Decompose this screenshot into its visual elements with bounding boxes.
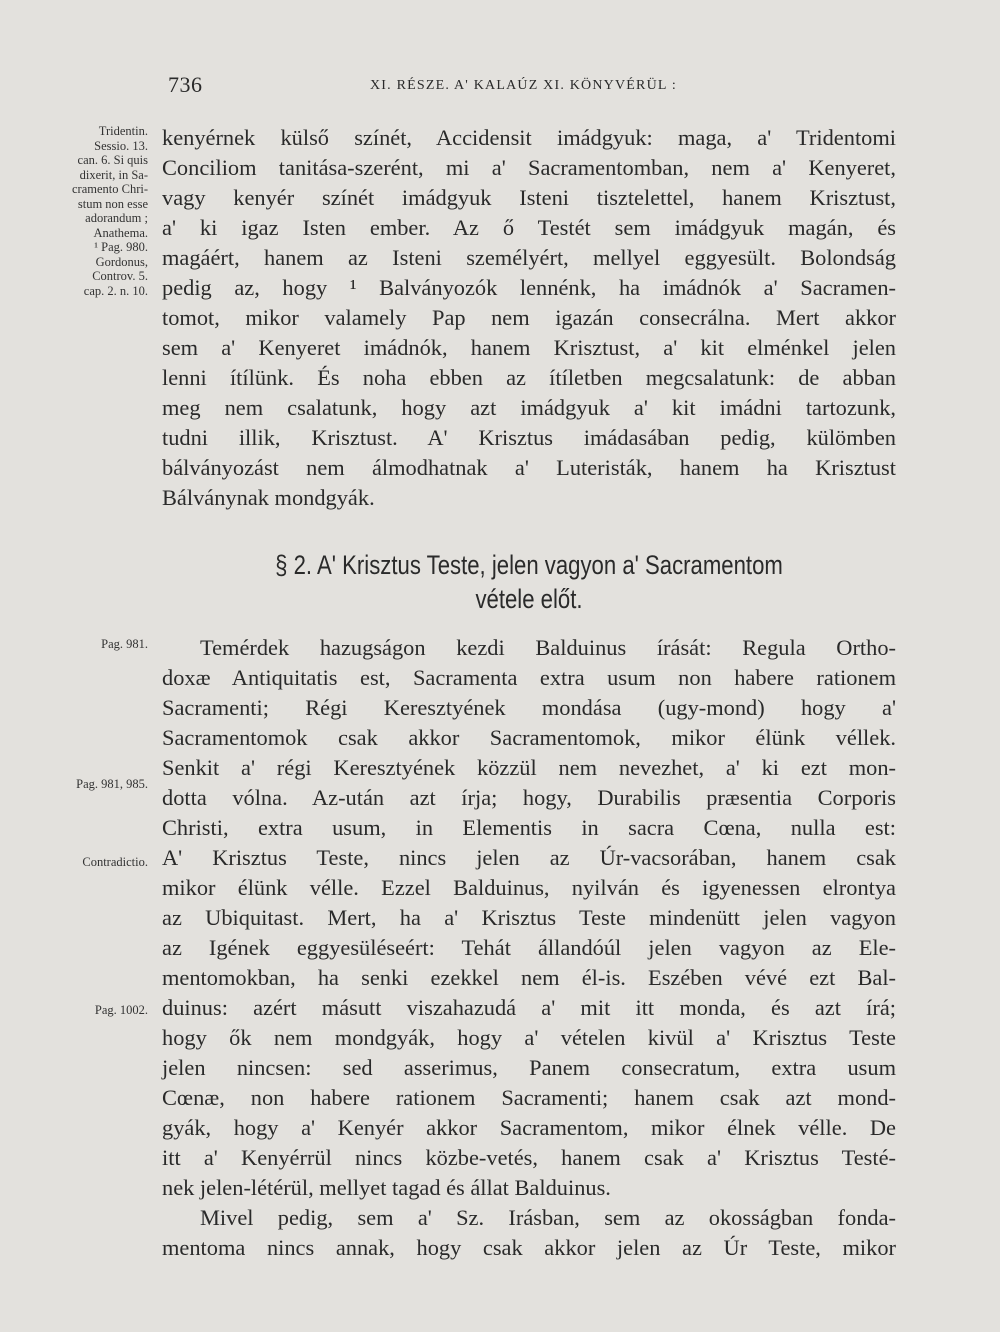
text-line: sem a' Kenyeret imádnók, hanem Krisztust, a' kit elménkel jelen bbox=[162, 335, 896, 360]
text-line: kenyérnek külső színét, Accidensit imádgyuk: maga, a' Tridentomi bbox=[162, 125, 896, 150]
text-line: lenni ítílünk. És noha ebben az ítíletben megcsalatunk: de abban bbox=[162, 365, 896, 390]
text-line: Temérdek hazugságon kezdi Balduinus írását: Regula Ortho- bbox=[200, 635, 896, 660]
text-line: itt a' Kenyérrül nincs közbe-vetés, hanem csak a' Krisztus Testé- bbox=[162, 1145, 896, 1170]
text-line: hogy ők nem mondgyák, hogy a' vételen kivül a' Krisztus Teste bbox=[162, 1025, 896, 1050]
margin-line: Gordonus, bbox=[95, 254, 148, 269]
text-line: tudni illik, Krisztust. A' Krisztus imádasában pedig, külömben bbox=[162, 425, 896, 450]
section-heading-line1: § 2. A' Krisztus Teste, jelen vagyon a' Sacramentom bbox=[275, 550, 783, 580]
margin-line: Tridentin. bbox=[98, 124, 148, 138]
text-line: pedig az, hogy ¹ Balványozók lennénk, ha imádnók a' Sacramen- bbox=[162, 275, 896, 300]
margin-line: Pag. 981. bbox=[101, 637, 148, 651]
margin-note-tridentin bbox=[52, 124, 148, 298]
text-line: mikor élünk vélle. Ezzel Balduinus, nyilván és igyenessen elrontya bbox=[162, 875, 896, 900]
text-line: nek jelen-létérül, mellyet tagad és állat Balduinus. bbox=[162, 1175, 611, 1200]
margin-line: Contradictio. bbox=[82, 855, 148, 869]
margin-line: ¹ Pag. 980. bbox=[94, 240, 148, 254]
text-line: mentoma nincs annak, hogy csak akkor jelen az Úr Teste, mikor bbox=[162, 1235, 896, 1260]
text-line: duinus: azért másutt viszahazudá a' mit itt monda, és azt írá; bbox=[162, 995, 896, 1020]
margin-note-pag-1002 bbox=[52, 1003, 148, 1018]
text-line: dotta vólna. Az-után azt írja; hogy, Durabilis præsentia Corporis bbox=[162, 785, 896, 810]
text-line: a' ki igaz Isten ember. Az ő Testét sem imádgyuk magán, és bbox=[162, 215, 896, 240]
margin-line: adorandum ; bbox=[85, 211, 148, 225]
margin-line: cap. 2. n. 10. bbox=[83, 283, 148, 298]
section-heading bbox=[228, 548, 830, 616]
margin-note-contradictio bbox=[52, 855, 148, 870]
text-line: az Igének eggyesüléseért: Tehát állandóúl jelen vagyon az Ele- bbox=[162, 935, 896, 960]
text-line: vagy kenyér színét imádgyuk Isteni tisztelettel, hanem Krisztust, bbox=[162, 185, 896, 210]
text-line: mentomokban, ha senki ezekkel nem él-is. Eszében vévé ezt Bal- bbox=[162, 965, 896, 990]
text-line: doxæ Antiquitatis est, Sacramenta extra usum non habere rationem bbox=[162, 665, 896, 690]
text-line: gyák, hogy a' Kenyér akkor Sacramentom, mikor élnek vélle. De bbox=[162, 1115, 896, 1140]
page-number: 736 bbox=[168, 72, 203, 97]
margin-line: can. 6. Si quis bbox=[77, 153, 148, 167]
running-head: XI. RÉSZE. A' KALAÚZ XI. KÖNYVÉRÜL : bbox=[370, 78, 677, 93]
text-line: tomot, mikor valamely Pap nem igazán consecrálna. Mert akkor bbox=[162, 305, 896, 330]
text-line: Christi, extra usum, in Elementis in sacra Cœna, nulla est: bbox=[162, 815, 896, 840]
text-line: Sacramenti; Régi Keresztyének mondása (ugy-mond) hogy a' bbox=[162, 695, 896, 720]
page-header bbox=[0, 70, 1000, 100]
text-line: Senkit a' régi Keresztyének közzül nem nevezhet, a' ki ezt mon- bbox=[162, 755, 896, 780]
margin-line: stum non esse bbox=[77, 196, 148, 211]
margin-line: Pag. 1002. bbox=[94, 1003, 148, 1017]
text-line: az Ubiquitast. Mert, ha a' Krisztus Teste mindenütt jelen vagyon bbox=[162, 905, 896, 930]
text-line: A' Krisztus Teste, nincs jelen az Úr-vacsorában, hanem csak bbox=[162, 845, 896, 870]
margin-line: Anathema. bbox=[93, 225, 148, 240]
margin-line: dixerit, in Sa- bbox=[79, 167, 148, 182]
margin-note-pag-981 bbox=[52, 637, 148, 652]
text-line: Conciliom tanitása-szerént, mi a' Sacramentomban, nem a' Kenyeret, bbox=[162, 155, 896, 180]
text-line: magáért, hanem az Isteni személyért, mellyel eggyesült. Bolondság bbox=[162, 245, 896, 270]
section-heading-line2: vétele előt. bbox=[475, 584, 583, 614]
margin-line: Pag. 981, 985. bbox=[76, 777, 148, 791]
text-line: meg nem csalatunk, hogy azt imádgyuk a' kit imádni tartozunk, bbox=[162, 395, 896, 420]
text-line: Bálványnak mondgyák. bbox=[162, 485, 375, 510]
text-line: Mivel pedig, sem a' Sz. Irásban, sem az okosságban fonda- bbox=[200, 1205, 896, 1230]
margin-line: Sessio. 13. bbox=[94, 138, 148, 153]
text-line: Sacramentomok csak akkor Sacramentomok, mikor élünk véllek. bbox=[162, 725, 896, 750]
text-line: Cœnæ, non habere rationem Sacramenti; hanem csak azt mond- bbox=[162, 1085, 896, 1110]
margin-line: cramento Chri- bbox=[71, 182, 148, 196]
margin-note-pag-981-985 bbox=[52, 777, 148, 792]
text-line: bálványozást nem álmodhatnak a' Luteristák, hanem ha Krisztust bbox=[162, 455, 896, 480]
margin-line: Controv. 5. bbox=[92, 269, 148, 283]
text-line: jelen nincsen: sed asserimus, Panem consecratum, extra usum bbox=[162, 1055, 896, 1080]
